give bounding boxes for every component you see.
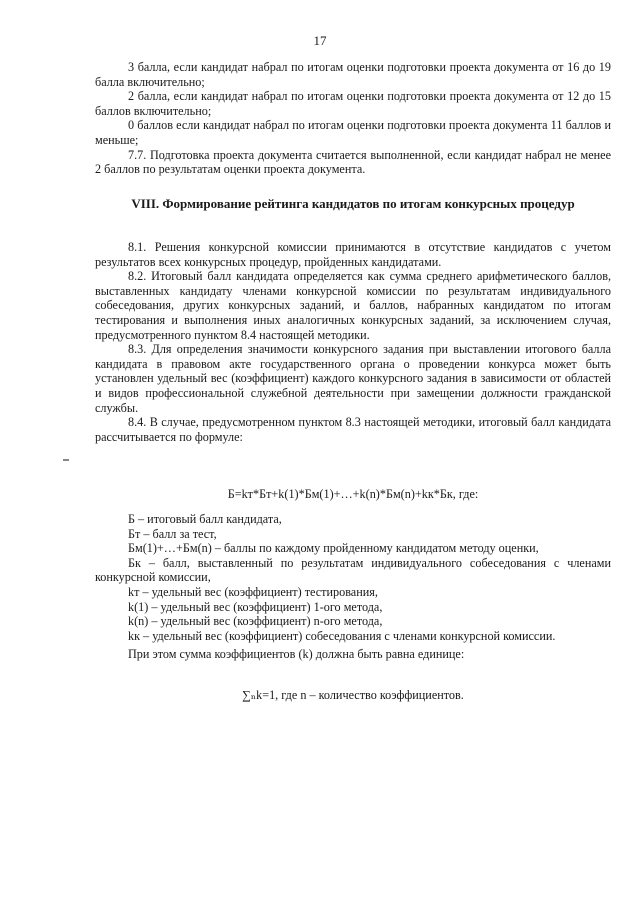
sum-intro: При этом сумма коэффициентов (k) должна быть равна единице: — [128, 647, 465, 662]
paragraph-8-3: 8.3. Для определения значимости конкурсного задания при выставлении итогового балла кандидата в правовом акте государственного органа о проведении конкурса может быть установлен удельный вес (коэффициент) каждого конкурсного задания в зависимости от областей и видов профессиональной служебной деятельности при замещении должности гражданской службы. — [95, 342, 611, 415]
definition-item: Б – итоговый балл кандидата, — [128, 512, 282, 526]
definition-item: Бк – балл, выставленный по результатам индивидуального собеседования с членами конкурсной комиссии, — [95, 555, 611, 585]
margin-mark — [63, 459, 69, 461]
sum-formula: ∑ₙk=1, где n – количество коэффициентов. — [242, 688, 464, 702]
definition-item: Бм(1)+…+Бм(n) – баллы по каждому пройденному кандидатом методу оценки, — [128, 541, 539, 556]
rating-formula: Б=kт*Бт+k(1)*Бм(1)+…+k(n)*Бм(n)+kк*Бк, где: — [227, 487, 479, 501]
definition-item: kк – удельный вес (коэффициент) собеседования с членами конкурсной комиссии. — [128, 628, 556, 643]
paragraph-7-7: 7.7. Подготовка проекта документа считается выполненной, если кандидат набрал не менее 2 баллов по результатам оценки проекта документа. — [95, 147, 611, 177]
definition-item: k(n) – удельный вес (коэффициент) n-ого метода, — [128, 614, 383, 629]
definition-item: Бт – балл за тест, — [128, 526, 217, 541]
paragraph-8-4: 8.4. В случае, предусмотренном пунктом 8.3 настоящей методики, итоговый балл кандидата рассчитывается по формуле: — [95, 415, 611, 444]
page-number: 17 — [313, 33, 327, 48]
top-paragraphs — [95, 60, 611, 177]
paragraph-8-2: 8.2. Итоговый балл кандидата определяется как сумма среднего арифметического баллов, выставленных кандидату членами конкурсной комиссии по результатам индивидуального собеседования, других конкурсных заданий, и баллов, набранных кандидатом по итогам тестирования и выполнения иных аналогичных конкурсных заданий, за исключением случая, предусмотренного пунктом 8.4 настоящей методики. — [95, 269, 611, 342]
paragraph-8-1: 8.1. Решения конкурсной комиссии принимаются в отсутствие кандидатов с учетом результатов всех конкурсных процедур, пройденных кандидатами. — [95, 240, 611, 269]
definition-item: kт – удельный вес (коэффициент) тестирования, — [128, 584, 378, 599]
definitions-list — [95, 512, 611, 662]
paragraph-3-points: 3 балла, если кандидат набрал по итогам оценки подготовки проекта документа от 16 до 19 балла включительно; — [95, 60, 611, 89]
paragraph-0-points: 0 баллов если кандидат набрал по итогам оценки подготовки проекта документа 11 баллов и меньше; — [95, 118, 611, 147]
section-paragraphs — [95, 240, 611, 444]
section-heading: VIII. Формирование рейтинга кандидатов по итогам конкурсных процедур — [131, 196, 575, 211]
definition-item: k(1) – удельный вес (коэффициент) 1-ого метода, — [128, 599, 383, 614]
paragraph-2-points: 2 балла, если кандидат набрал по итогам оценки подготовки проекта документа от 12 до 15 баллов включительно; — [95, 89, 611, 118]
